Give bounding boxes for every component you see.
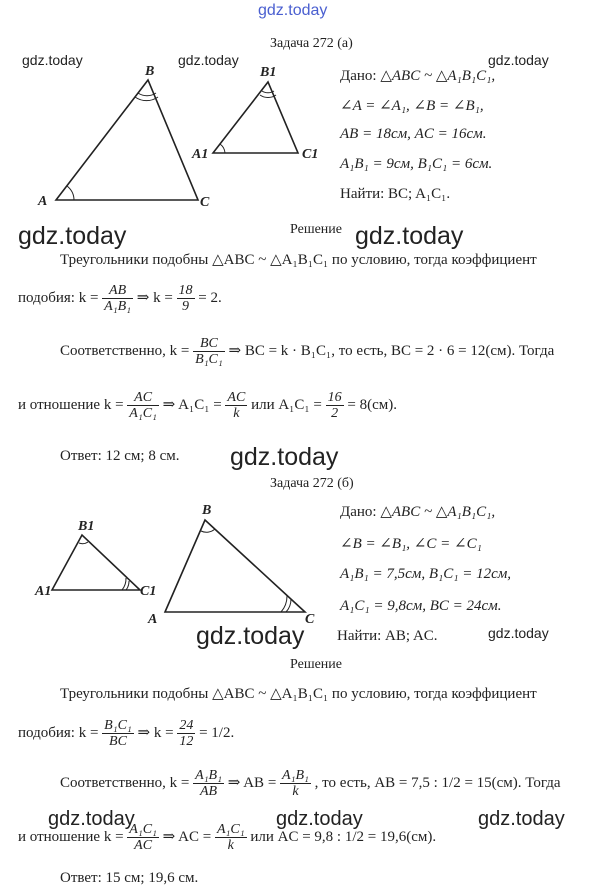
fraction: $\frac{AB}{\text{A₁B₁}}$ <box>104 283 132 314</box>
fraction: $\frac{\text{A₁C₁}}{k}$ <box>216 822 245 853</box>
vertex-label-a1: A1 <box>35 584 52 599</box>
given-line: A₁B₁ = 9см, B₁C₁ = 6см. <box>340 156 493 172</box>
solution-line-3 <box>60 336 554 367</box>
vertex-label-c: C <box>200 195 210 210</box>
watermark-big: gdz.today <box>355 222 464 250</box>
text: = 8(см). <box>347 396 397 413</box>
vertex-label-b: B <box>202 503 212 518</box>
text: и отношение k = <box>18 828 124 845</box>
text: ⇒ A₁C₁ = <box>162 396 222 413</box>
watermark-small: gdz.today <box>488 52 549 68</box>
given-block <box>340 66 495 85</box>
solution-line-4 <box>18 390 397 421</box>
text: ⇒ k = <box>136 289 173 306</box>
triangle-a1b1c1 <box>213 82 298 153</box>
solution-title: Решение <box>290 222 343 237</box>
given-line: ∠B = ∠B₁, ∠C = ∠C₁ <box>340 536 482 552</box>
fraction: $\frac{\text{B₁C₁}}{BC}$ <box>104 718 132 749</box>
vertex-label-c1: C1 <box>140 584 157 599</box>
text: ⇒ BC = k · B₁C₁, то есть, BC = 2 · 6 = 12(см). Тогда <box>228 342 555 359</box>
given-label: Дано: <box>340 504 377 520</box>
part-a-title: Задача 272 (а) <box>270 36 353 51</box>
given-block <box>340 502 495 521</box>
part-b-triangles-diagram <box>30 495 340 630</box>
fraction: $\frac{24}{12}$ <box>179 718 194 749</box>
text: = 2. <box>198 289 222 306</box>
angle-mark-b1 <box>79 542 88 544</box>
fraction: $\frac{18}{9}$ <box>178 283 193 314</box>
vertex-label-c: C <box>305 612 315 627</box>
watermark-big: gdz.today <box>196 622 305 650</box>
text: Соответственно, k = <box>60 342 190 359</box>
fraction: $\frac{16}{2}$ <box>327 390 342 421</box>
fraction: $\frac{BC}{\text{B₁C₁}}$ <box>195 336 223 367</box>
text: ⇒ AB = <box>227 774 277 791</box>
vertex-label-c1: C1 <box>302 147 319 162</box>
triangle-abc <box>56 80 198 200</box>
angle-mark-a1 <box>220 144 225 153</box>
solution-line-4 <box>18 822 436 853</box>
watermark-small: gdz.today <box>488 625 549 641</box>
given-label: Дано: <box>340 68 377 84</box>
vertex-label-b1: B1 <box>260 65 277 80</box>
vertex-label-b: B <box>145 64 155 79</box>
fraction: $\frac{\text{A₁B₁}}{AB}$ <box>195 768 222 799</box>
text: ⇒ k = <box>137 724 174 741</box>
angle-mark-b <box>201 529 215 532</box>
text: и отношение k = <box>18 396 124 413</box>
fraction: $\frac{AC}{k}$ <box>227 390 246 421</box>
text: подобия: k = <box>18 289 99 306</box>
angle-mark-c1 <box>126 581 129 590</box>
watermark-big: gdz.today <box>276 808 363 830</box>
given-line: AB = 18см, AC = 16см. <box>340 126 487 142</box>
angle-mark-c <box>281 596 287 612</box>
solution-title: Решение <box>290 657 343 672</box>
watermark-big: gdz.today <box>230 443 339 471</box>
watermark-big: gdz.today <box>18 222 127 250</box>
fraction: $\frac{AC}{\text{A₁C₁}}$ <box>129 390 157 421</box>
watermark-small: gdz.today <box>178 52 239 68</box>
watermark-small: gdz.today <box>22 52 83 68</box>
find-line: Найти: BC; A₁C₁. <box>340 186 451 202</box>
part-b-title: Задача 272 (б) <box>270 476 354 491</box>
given-line: A₁C₁ = 9,8см, BC = 24см. <box>340 598 502 614</box>
given-line: ∠A = ∠A₁, ∠B = ∠B₁, <box>340 98 484 114</box>
vertex-label-a: A <box>148 612 158 627</box>
fraction: $\frac{\text{A₁B₁}}{k}$ <box>282 768 309 799</box>
text: или AC = 9,8 : 1/2 = 19,6(см). <box>250 828 437 845</box>
angle-mark-a <box>67 186 74 200</box>
triangle-abc <box>165 520 305 612</box>
answer-line: Ответ: 15 см; 19,6 см. <box>60 870 199 886</box>
text: ⇒ AC = <box>162 828 212 845</box>
vertex-label-a: A <box>38 194 48 209</box>
given-line: △ABC ~ △A₁B₁C₁, <box>380 504 496 520</box>
fraction: $\frac{\text{A₁C₁}}{AC}$ <box>129 822 157 853</box>
text: подобия: k = <box>18 724 99 741</box>
part-a-triangles-diagram <box>30 60 340 220</box>
vertex-label-a1: A1 <box>192 147 209 162</box>
text: Соответственно, k = <box>60 774 190 791</box>
watermark-big: gdz.today <box>478 808 565 830</box>
solution-line-2 <box>18 718 234 749</box>
angle-mark-c1 <box>122 578 126 590</box>
given-line: A₁B₁ = 7,5см, B₁C₁ = 12см, <box>340 566 512 582</box>
top-watermark: gdz.today <box>258 2 328 19</box>
solution-line-3 <box>60 768 561 799</box>
solution-line-1: Треугольники подобны △ABC ~ △A₁B₁C₁ по условию, тогда коэффициент <box>60 252 537 268</box>
given-line: △ABC ~ △A₁B₁C₁, <box>380 68 496 84</box>
triangle-a1b1c1 <box>52 535 140 590</box>
solution-line-2 <box>18 283 222 314</box>
text: = 1/2. <box>199 724 235 741</box>
solution-line-1: Треугольники подобны △ABC ~ △A₁B₁C₁ по условию, тогда коэффициент <box>60 686 537 702</box>
find-line: Найти: AB; AC. <box>337 628 438 644</box>
text: или A₁C₁ = <box>251 396 322 413</box>
answer-line: Ответ: 12 см; 8 см. <box>60 448 180 464</box>
watermark-big: gdz.today <box>48 808 135 830</box>
vertex-label-b1: B1 <box>78 519 95 534</box>
text: , то есть, AB = 7,5 : 1/2 = 15(см). Тогда <box>314 774 561 791</box>
